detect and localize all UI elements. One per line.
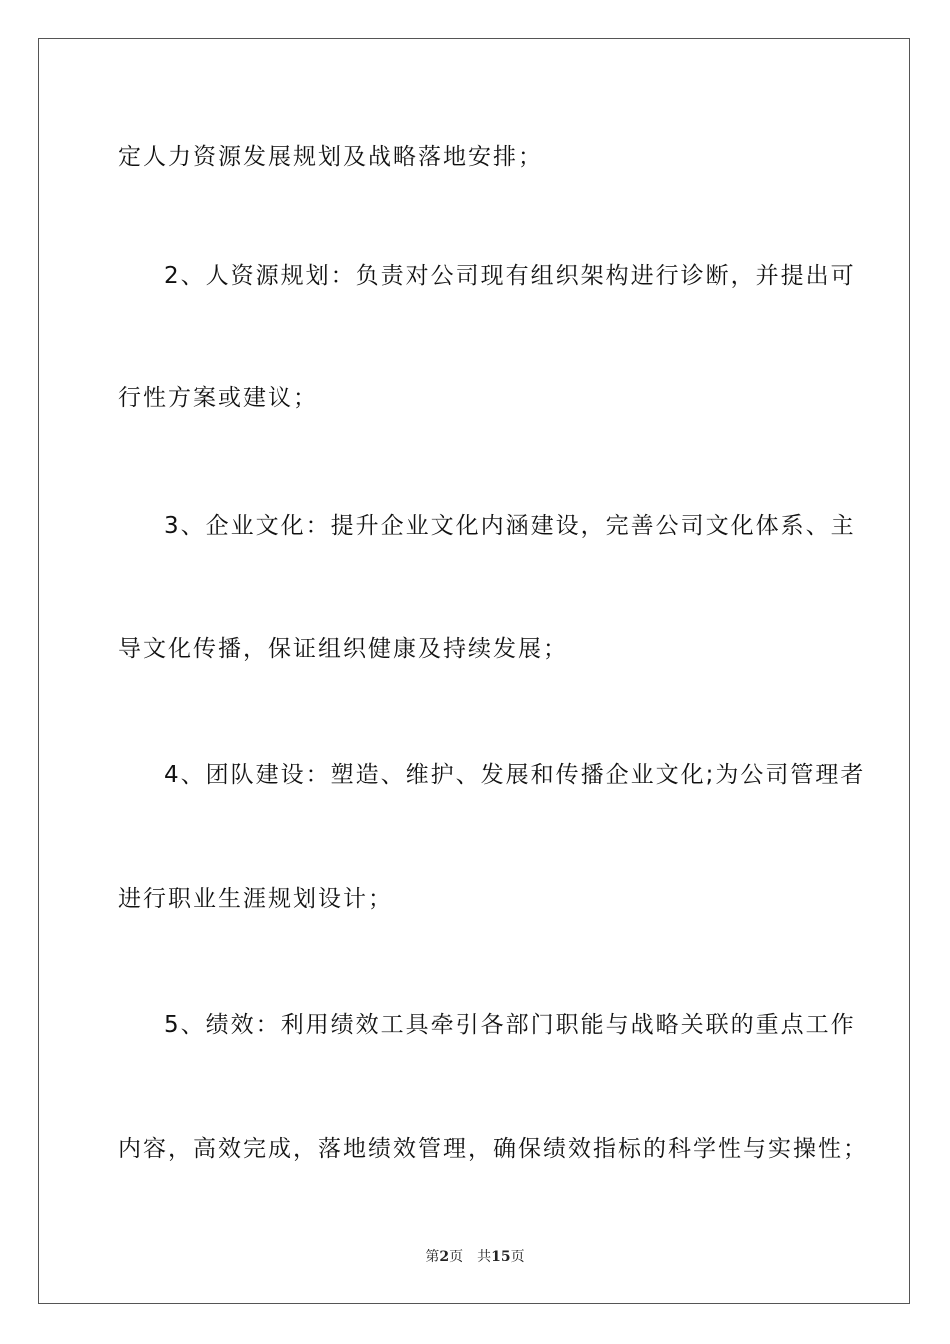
footer-total-pages: 15 [491,1249,511,1265]
page-border [38,38,910,1304]
footer-page-number: 2 [439,1249,450,1265]
paragraph-line: 导文化传播，保证组织健康及持续发展； [118,636,568,662]
page-footer [0,1246,950,1266]
footer-total-prefix: 共 [477,1249,492,1265]
footer-page-prefix: 第 [425,1249,440,1265]
footer-page-unit: 页 [449,1249,464,1265]
paragraph-line: 5、绩效：利用绩效工具牵引各部门职能与战略关联的重点工作 [164,1012,856,1038]
paragraph-line: 4、团队建设：塑造、维护、发展和传播企业文化;为公司管理者 [164,762,866,788]
paragraph-line: 行性方案或建议； [118,385,318,411]
paragraph-line: 2、人资源规划：负责对公司现有组织架构进行诊断，并提出可 [164,263,856,289]
paragraph-line: 定人力资源发展规划及战略落地安排； [118,144,543,170]
paragraph-line: 进行职业生涯规划设计； [118,886,393,912]
paragraph-line: 内容，高效完成，落地绩效管理，确保绩效指标的科学性与实操性； [118,1136,868,1162]
paragraph-line: 3、企业文化：提升企业文化内涵建设，完善公司文化体系、主 [164,513,856,539]
footer-total-unit: 页 [510,1249,525,1265]
